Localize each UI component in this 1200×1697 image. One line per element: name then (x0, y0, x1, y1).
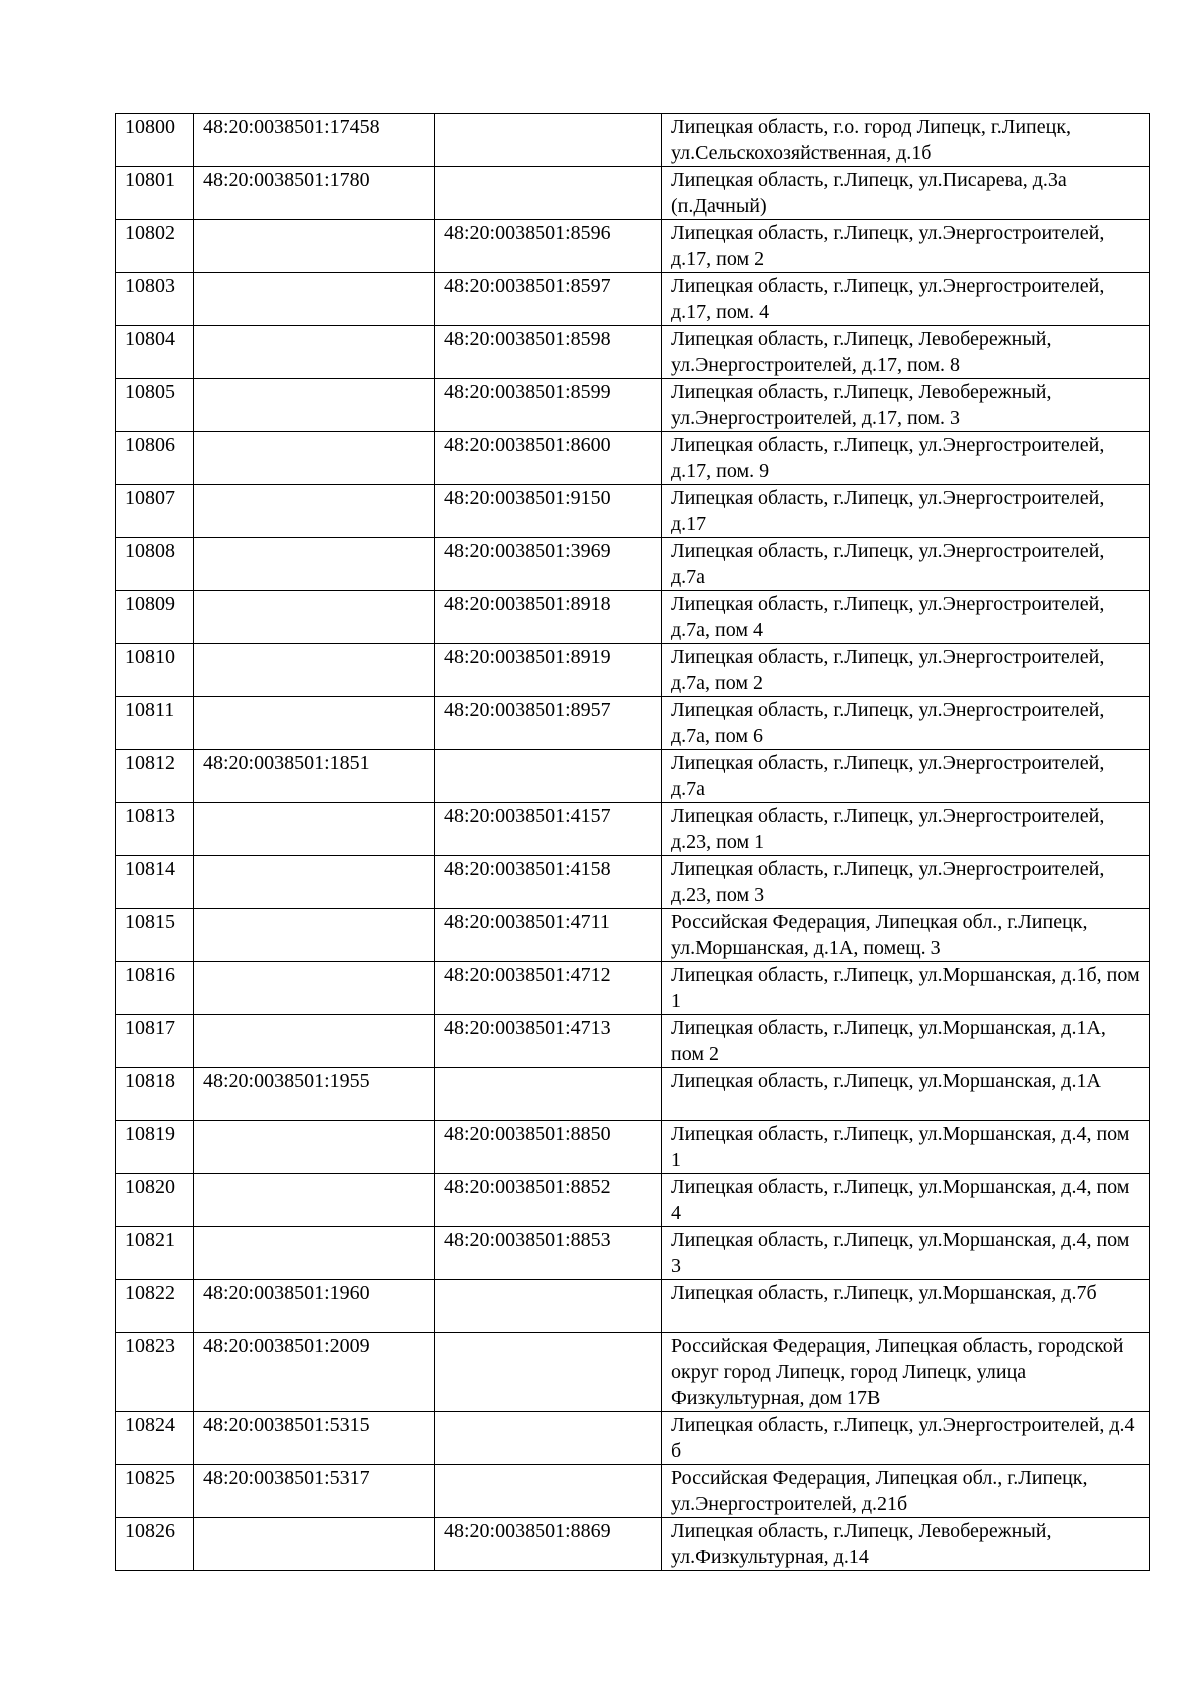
table-row (116, 273, 1150, 326)
room-cadastral-number: 48:20:0038501:8598 (435, 326, 662, 379)
land-cadastral-number (194, 379, 435, 432)
table-row (116, 962, 1150, 1015)
land-cadastral-number (194, 538, 435, 591)
address-cell: Липецкая область, г.Липецк, Левобережный, ул.Энергостроителей, д.17, пом. 8 (662, 326, 1150, 379)
land-cadastral-number (194, 644, 435, 697)
table-row (116, 697, 1150, 750)
room-cadastral-number: 48:20:0038501:8918 (435, 591, 662, 644)
room-cadastral-number: 48:20:0038501:4713 (435, 1015, 662, 1068)
address-cell: Липецкая область, г.Липецк, ул.Энергостроителей, д.7а, пом 4 (662, 591, 1150, 644)
address-cell: Липецкая область, г.Липецк, ул.Моршанская, д.4, пом 4 (662, 1174, 1150, 1227)
table-row (116, 485, 1150, 538)
land-cadastral-number (194, 909, 435, 962)
address-cell: Липецкая область, г.Липецк, Левобережный, ул.Физкультурная, д.14 (662, 1518, 1150, 1571)
row-number: 10825 (116, 1465, 194, 1518)
table-row (116, 909, 1150, 962)
row-number: 10813 (116, 803, 194, 856)
land-cadastral-number (194, 273, 435, 326)
room-cadastral-number (435, 1412, 662, 1465)
row-number: 10815 (116, 909, 194, 962)
table-row (116, 644, 1150, 697)
land-cadastral-number (194, 856, 435, 909)
table-row (116, 326, 1150, 379)
land-cadastral-number (194, 220, 435, 273)
row-number: 10808 (116, 538, 194, 591)
room-cadastral-number (435, 1333, 662, 1412)
room-cadastral-number (435, 1068, 662, 1121)
cadastral-table (115, 113, 1150, 1571)
table-row (116, 1121, 1150, 1174)
row-number: 10810 (116, 644, 194, 697)
land-cadastral-number: 48:20:0038501:17458 (194, 114, 435, 167)
land-cadastral-number (194, 962, 435, 1015)
address-cell: Липецкая область, г.Липецк, ул.Моршанская, д.1б, пом 1 (662, 962, 1150, 1015)
land-cadastral-number (194, 1227, 435, 1280)
address-cell: Липецкая область, г.Липецк, ул.Энергостроителей, д.7а, пом 6 (662, 697, 1150, 750)
address-cell: Липецкая область, г.Липецк, ул.Моршанская, д.4, пом 1 (662, 1121, 1150, 1174)
land-cadastral-number: 48:20:0038501:5315 (194, 1412, 435, 1465)
room-cadastral-number: 48:20:0038501:8600 (435, 432, 662, 485)
address-cell: Липецкая область, г.Липецк, ул.Моршанская, д.1А, пом 2 (662, 1015, 1150, 1068)
address-cell: Липецкая область, г.Липецк, ул.Моршанская, д.4, пом 3 (662, 1227, 1150, 1280)
row-number: 10818 (116, 1068, 194, 1121)
address-cell: Липецкая область, г.Липецк, ул.Энергостроителей, д.7а (662, 538, 1150, 591)
row-number: 10801 (116, 167, 194, 220)
row-number: 10816 (116, 962, 194, 1015)
address-cell: Липецкая область, г.Липецк, ул.Энергостроителей, д.7а (662, 750, 1150, 803)
row-number: 10800 (116, 114, 194, 167)
land-cadastral-number: 48:20:0038501:5317 (194, 1465, 435, 1518)
room-cadastral-number: 48:20:0038501:4158 (435, 856, 662, 909)
land-cadastral-number (194, 1121, 435, 1174)
table-row (116, 1465, 1150, 1518)
table-row (116, 379, 1150, 432)
land-cadastral-number (194, 591, 435, 644)
table-row (116, 1227, 1150, 1280)
table-row (116, 167, 1150, 220)
row-number: 10826 (116, 1518, 194, 1571)
table-row (116, 1518, 1150, 1571)
room-cadastral-number (435, 750, 662, 803)
room-cadastral-number: 48:20:0038501:4711 (435, 909, 662, 962)
room-cadastral-number: 48:20:0038501:8850 (435, 1121, 662, 1174)
room-cadastral-number: 48:20:0038501:8853 (435, 1227, 662, 1280)
address-cell: Липецкая область, г.Липецк, ул.Энергостроителей, д.17, пом 2 (662, 220, 1150, 273)
land-cadastral-number (194, 697, 435, 750)
room-cadastral-number: 48:20:0038501:8919 (435, 644, 662, 697)
room-cadastral-number (435, 1280, 662, 1333)
row-number: 10821 (116, 1227, 194, 1280)
row-number: 10822 (116, 1280, 194, 1333)
address-cell: Российская Федерация, Липецкая обл., г.Липецк, ул.Моршанская, д.1А, помещ. 3 (662, 909, 1150, 962)
address-cell: Липецкая область, г.Липецк, ул.Энергостроителей, д.17 (662, 485, 1150, 538)
land-cadastral-number (194, 326, 435, 379)
row-number: 10824 (116, 1412, 194, 1465)
table-row (116, 538, 1150, 591)
row-number: 10819 (116, 1121, 194, 1174)
address-cell: Липецкая область, г.о. город Липецк, г.Липецк, ул.Сельскохозяйственная, д.1б (662, 114, 1150, 167)
land-cadastral-number: 48:20:0038501:2009 (194, 1333, 435, 1412)
room-cadastral-number: 48:20:0038501:4712 (435, 962, 662, 1015)
row-number: 10809 (116, 591, 194, 644)
address-cell: Липецкая область, г.Липецк, ул.Энергостроителей, д.17, пом. 9 (662, 432, 1150, 485)
table-row (116, 114, 1150, 167)
land-cadastral-number: 48:20:0038501:1960 (194, 1280, 435, 1333)
row-number: 10804 (116, 326, 194, 379)
land-cadastral-number (194, 803, 435, 856)
room-cadastral-number: 48:20:0038501:8957 (435, 697, 662, 750)
room-cadastral-number (435, 167, 662, 220)
table-row (116, 856, 1150, 909)
room-cadastral-number: 48:20:0038501:3969 (435, 538, 662, 591)
address-cell: Липецкая область, г.Липецк, ул.Энергостроителей, д.7а, пом 2 (662, 644, 1150, 697)
table-row (116, 432, 1150, 485)
table-row (116, 1015, 1150, 1068)
row-number: 10806 (116, 432, 194, 485)
address-cell: Липецкая область, г.Липецк, ул.Моршанская, д.7б (662, 1280, 1150, 1333)
table-row (116, 803, 1150, 856)
land-cadastral-number: 48:20:0038501:1780 (194, 167, 435, 220)
address-cell: Липецкая область, г.Липецк, ул.Писарева, д.3а (п.Дачный) (662, 167, 1150, 220)
table-row (116, 750, 1150, 803)
table-row (116, 591, 1150, 644)
row-number: 10820 (116, 1174, 194, 1227)
table-row (116, 1412, 1150, 1465)
land-cadastral-number (194, 1015, 435, 1068)
row-number: 10805 (116, 379, 194, 432)
land-cadastral-number (194, 1518, 435, 1571)
table-row (116, 1068, 1150, 1121)
row-number: 10823 (116, 1333, 194, 1412)
row-number: 10811 (116, 697, 194, 750)
room-cadastral-number (435, 1465, 662, 1518)
row-number: 10807 (116, 485, 194, 538)
land-cadastral-number: 48:20:0038501:1955 (194, 1068, 435, 1121)
room-cadastral-number: 48:20:0038501:8599 (435, 379, 662, 432)
row-number: 10803 (116, 273, 194, 326)
address-cell: Липецкая область, г.Липецк, ул.Энергостроителей, д.23, пом 1 (662, 803, 1150, 856)
address-cell: Липецкая область, г.Липецк, ул.Энергостроителей, д.4 б (662, 1412, 1150, 1465)
address-cell: Российская Федерация, Липецкая обл., г.Липецк, ул.Энергостроителей, д.21б (662, 1465, 1150, 1518)
land-cadastral-number (194, 432, 435, 485)
room-cadastral-number: 48:20:0038501:8596 (435, 220, 662, 273)
room-cadastral-number: 48:20:0038501:8869 (435, 1518, 662, 1571)
address-cell: Липецкая область, г.Липецк, ул.Энергостроителей, д.23, пом 3 (662, 856, 1150, 909)
room-cadastral-number (435, 114, 662, 167)
room-cadastral-number: 48:20:0038501:4157 (435, 803, 662, 856)
row-number: 10812 (116, 750, 194, 803)
address-cell: Липецкая область, г.Липецк, ул.Энергостроителей, д.17, пом. 4 (662, 273, 1150, 326)
table-row (116, 1280, 1150, 1333)
address-cell: Российская Федерация, Липецкая область, городской округ город Липецк, город Липецк, улица Физкультурная, дом 17В (662, 1333, 1150, 1412)
room-cadastral-number: 48:20:0038501:8852 (435, 1174, 662, 1227)
room-cadastral-number: 48:20:0038501:8597 (435, 273, 662, 326)
row-number: 10802 (116, 220, 194, 273)
room-cadastral-number: 48:20:0038501:9150 (435, 485, 662, 538)
land-cadastral-number (194, 1174, 435, 1227)
address-cell: Липецкая область, г.Липецк, ул.Моршанская, д.1А (662, 1068, 1150, 1121)
row-number: 10814 (116, 856, 194, 909)
land-cadastral-number (194, 485, 435, 538)
table-row (116, 1333, 1150, 1412)
land-cadastral-number: 48:20:0038501:1851 (194, 750, 435, 803)
address-cell: Липецкая область, г.Липецк, Левобережный, ул.Энергостроителей, д.17, пом. 3 (662, 379, 1150, 432)
table-row (116, 1174, 1150, 1227)
row-number: 10817 (116, 1015, 194, 1068)
table-row (116, 220, 1150, 273)
